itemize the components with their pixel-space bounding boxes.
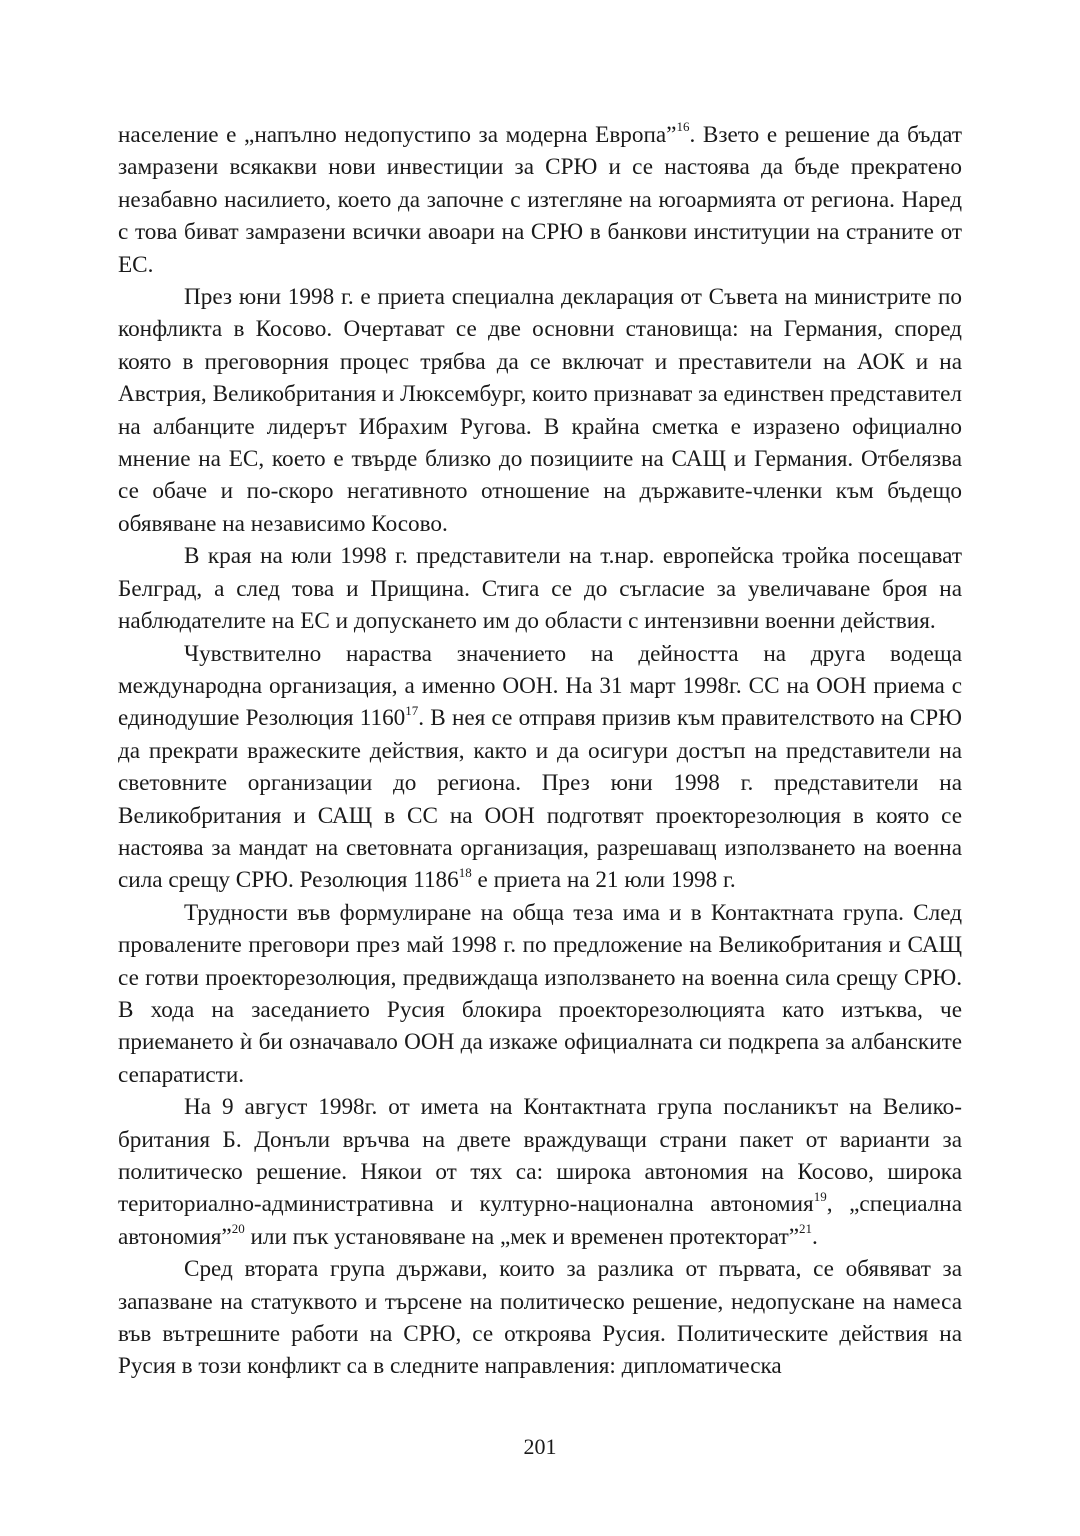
page-body [118, 119, 962, 1383]
paragraph-text: Трудности във формулиране на обща теза има и в Контактната група. След провалените преговори през май 1998 г. по предложение на Великобритания и САЩ се готви проекторезолюция, предвиждаща използването на военна сила срещу СРЮ. В хода на заседанието Русия блокира проекторезолюцията като изтъква, че приемането ѝ би означавало ООН да изкаже официалната си подкрепа за албанските сепаратисти. [118, 899, 962, 1088]
paragraph [118, 540, 962, 637]
paragraph [118, 1253, 962, 1383]
footnote-ref[interactable]: 19 [813, 1188, 827, 1204]
footnote-ref[interactable]: 17 [405, 702, 419, 718]
paragraph-text: Сред втората група държави, които за разлика от първата, се обявяват за запазване на статуквото и търсене на политическо решение, недопускане на намеса във вътрешните работи на СРЮ, се откроява Русия. Политическите действия на Русия в този конфликт са в следните направления: дипломатическа [118, 1256, 962, 1380]
paragraph-text: е приета на 21 юли 1998 г. [471, 867, 736, 894]
paragraph-text: , „специална автономия” [118, 1191, 963, 1250]
paragraph-text: население е „напълно недопустипо за модерна Европа” [118, 122, 677, 148]
paragraph-text: Чувствително нараства значението на дейността на друга водеща международна организация, а именно ООН. На 31 март 1998г. СС на ООН приема с единодушие Резолюция 1160 [118, 640, 962, 732]
paragraph-text: През юни 1998 г. е приета специална декларация от Съвета на министрите по конфликта в Косово. Очертават се две основни становища: на Германия, според която в преговорния процес трябва да се включат и преставители на АОК и на Австрия, Великобритания и Люксембург, които признават за единствен представител на албанците лидерът Ибрахим Ругова. В крайна сметка е изразено официално мнение на ЕС, което е твърде близко до позициите на САЩ и Германия. Отбелязва се обаче и по-скоро негативното отношение на държавите-членки към бъдещо обявяване на независимо Косово. [118, 284, 962, 537]
paragraph [118, 1091, 962, 1253]
paragraph-text: В края на юли 1998 г. представители на т.нар. европейска тройка посещават Белград, а след това и Прищина. Стига се до съгласие за увеличаване броя на наблюдателите на ЕС и допускането им до области с интензивни военни действия. [118, 543, 962, 635]
footnote-ref[interactable]: 21 [799, 1221, 813, 1237]
paragraph-text: . Взето е решение да бъдат замразени всякакви нови инвестиции за СРЮ и се настоява да бъде прекратено незабавно насилието, което да започне с изтегляне на югоармията от региона. Наред с това биват замразени всички авоари на СРЮ в банкови институции на страните от ЕС. [118, 122, 962, 278]
paragraph [118, 638, 962, 897]
paragraph-text: . В нея се отправя призив към правителството на СРЮ да прекрати вражеските действия, както и да осигури достъп на представители на световните организации до региона. През юни 1998 г. представители на Великобритания и САЩ в СС на ООН подготвят проекторезолюция в която се настоява за мандат на световната организация, разрешаващ използването на военна сила срещу СРЮ. Резолюция 1186 [118, 705, 963, 894]
footnote-ref[interactable]: 16 [676, 119, 690, 135]
page-number: 201 [523, 1434, 557, 1459]
footnote-ref[interactable]: 20 [231, 1221, 245, 1237]
paragraph [118, 281, 962, 540]
paragraph [118, 119, 962, 281]
paragraph [118, 897, 962, 1091]
footnote-ref[interactable]: 18 [458, 864, 472, 880]
paragraph-text: На 9 август 1998г. от имета на Контактната група посланикът на Великобритания Б. Донъли връчва на двете враждуващи страни пакет от варианти за политическо решение. Някои от тях са: широка автономия на Косово, широка териториално-административна и културно-национална автономия [118, 1094, 962, 1218]
paragraph-text: . [812, 1223, 818, 1250]
paragraph-text: или пък установяване на „мек и временен протекторат” [244, 1223, 800, 1250]
